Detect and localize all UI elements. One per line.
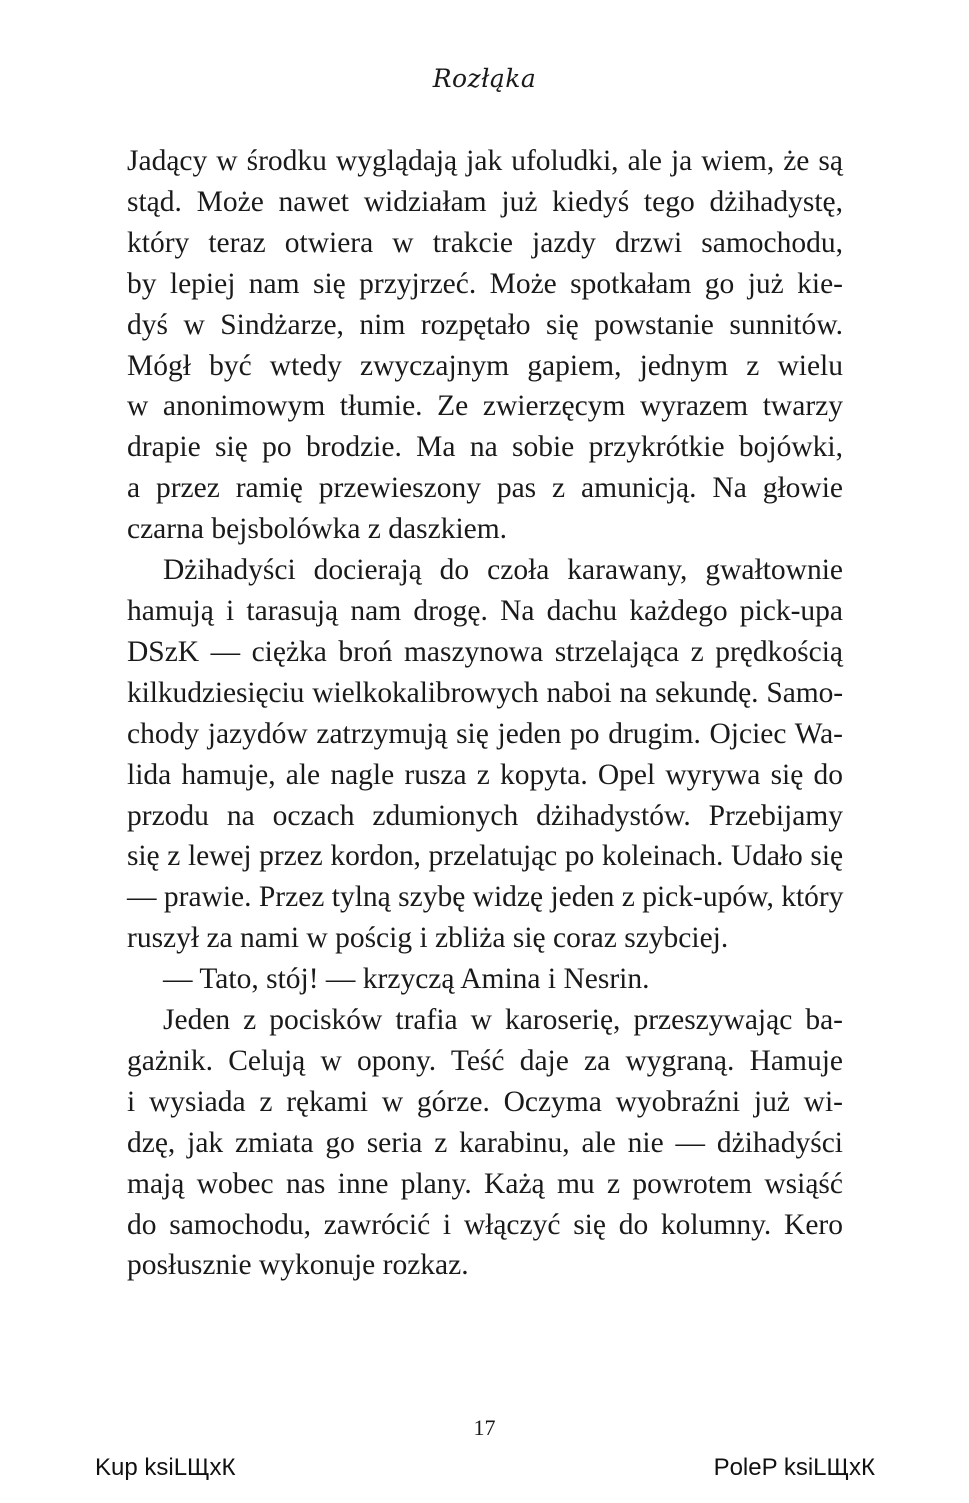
text-line: w anonimowym tłumie. Ze zwierzęcym wyrazem twarzy bbox=[127, 390, 843, 423]
text-line: Dżihadyści docierają do czoła karawany, gwałtownie bbox=[163, 554, 843, 587]
text-line: — prawie. Przez tylną szybę widzę jeden z pick-upów, który bbox=[127, 881, 844, 914]
text-line: gażnik. Celują w opony. Teść daje za wygraną. Hamuje bbox=[127, 1044, 843, 1077]
text-line: kilkudziesięciu wielkokalibrowych naboi na sekundę. Samo- bbox=[127, 676, 843, 709]
page-number: 17 bbox=[473, 1415, 496, 1440]
running-header-title: Rozłąka bbox=[432, 64, 537, 93]
text-line: a przez ramię przewieszony pas z amunicją. Na głowie bbox=[127, 472, 843, 505]
text-line: dzę, jak zmiata go seria z karabinu, ale nie — dżihadyści bbox=[127, 1126, 843, 1159]
text-line: i wysiada z rękami w górze. Oczyma wyobraźni już wi- bbox=[127, 1085, 843, 1118]
text-line: stąd. Może nawet widziałam już kiedyś tego dżihadystę, bbox=[127, 185, 843, 218]
text-line: drapie się po brodzie. Ma na sobie przykrótkie bojówki, bbox=[127, 431, 843, 464]
text-line: do samochodu, zawrócić i włączyć się do kolumny. Kero bbox=[127, 1208, 843, 1241]
text-line: Jadący w środku wyglądają jak ufoludki, ale ja wiem, że są bbox=[127, 145, 843, 177]
text-line: chody jazydów zatrzymują się jeden po drugim. Ojciec Wa- bbox=[127, 717, 843, 750]
text-line: hamują i tarasują nam drogę. Na dachu każdego pick-upa bbox=[127, 594, 843, 627]
footer-recommend-book-link[interactable]: PoleP ksiLЩхК bbox=[713, 1454, 875, 1481]
text-line: lida hamuje, ale nagle rusza z kopyta. Opel wyrywa się do bbox=[127, 758, 843, 791]
text-line: by lepiej nam się przyjrzeć. Może spotkałam go już kie- bbox=[127, 267, 843, 300]
text-line: ruszył za nami w pościg i zbliża się coraz szybciej. bbox=[127, 922, 729, 955]
text-line: Mógł być wtedy zwyczajnym gapiem, jednym z wielu bbox=[127, 349, 843, 382]
paragraph bbox=[127, 959, 843, 1000]
paragraph bbox=[127, 141, 843, 550]
paragraph bbox=[127, 550, 843, 959]
text-line: mają wobec nas inne plany. Każą mu z powrotem wsiąść bbox=[127, 1167, 843, 1200]
text-line: dyś w Sindżarze, nim rozpętało się powstanie sunnitów. bbox=[127, 308, 843, 341]
text-line: czarna bejsbolówka z daszkiem. bbox=[127, 513, 508, 546]
text-line: — Tato, stój! — krzyczą Amina i Nesrin. bbox=[163, 963, 650, 996]
footer-buy-book-link[interactable]: Kup ksiLЩхК bbox=[95, 1454, 236, 1481]
text-line: Jeden z pocisków trafia w karoserię, przeszywając ba- bbox=[163, 1004, 843, 1037]
paragraph bbox=[127, 1000, 843, 1286]
text-line: który teraz otwiera w trakcie jazdy drzwi samochodu, bbox=[127, 226, 843, 259]
text-line: DSzK — ciężka broń maszynowa strzelająca z prędkością bbox=[127, 635, 843, 668]
text-line: przodu na oczach zdumionych dżihadystów. Przebijamy bbox=[127, 799, 843, 832]
chapter-body-text bbox=[127, 141, 843, 1286]
text-line: posłusznie wykonuje rozkaz. bbox=[127, 1249, 469, 1282]
text-line: się z lewej przez kordon, przelatując po koleinach. Udało się bbox=[127, 840, 843, 873]
